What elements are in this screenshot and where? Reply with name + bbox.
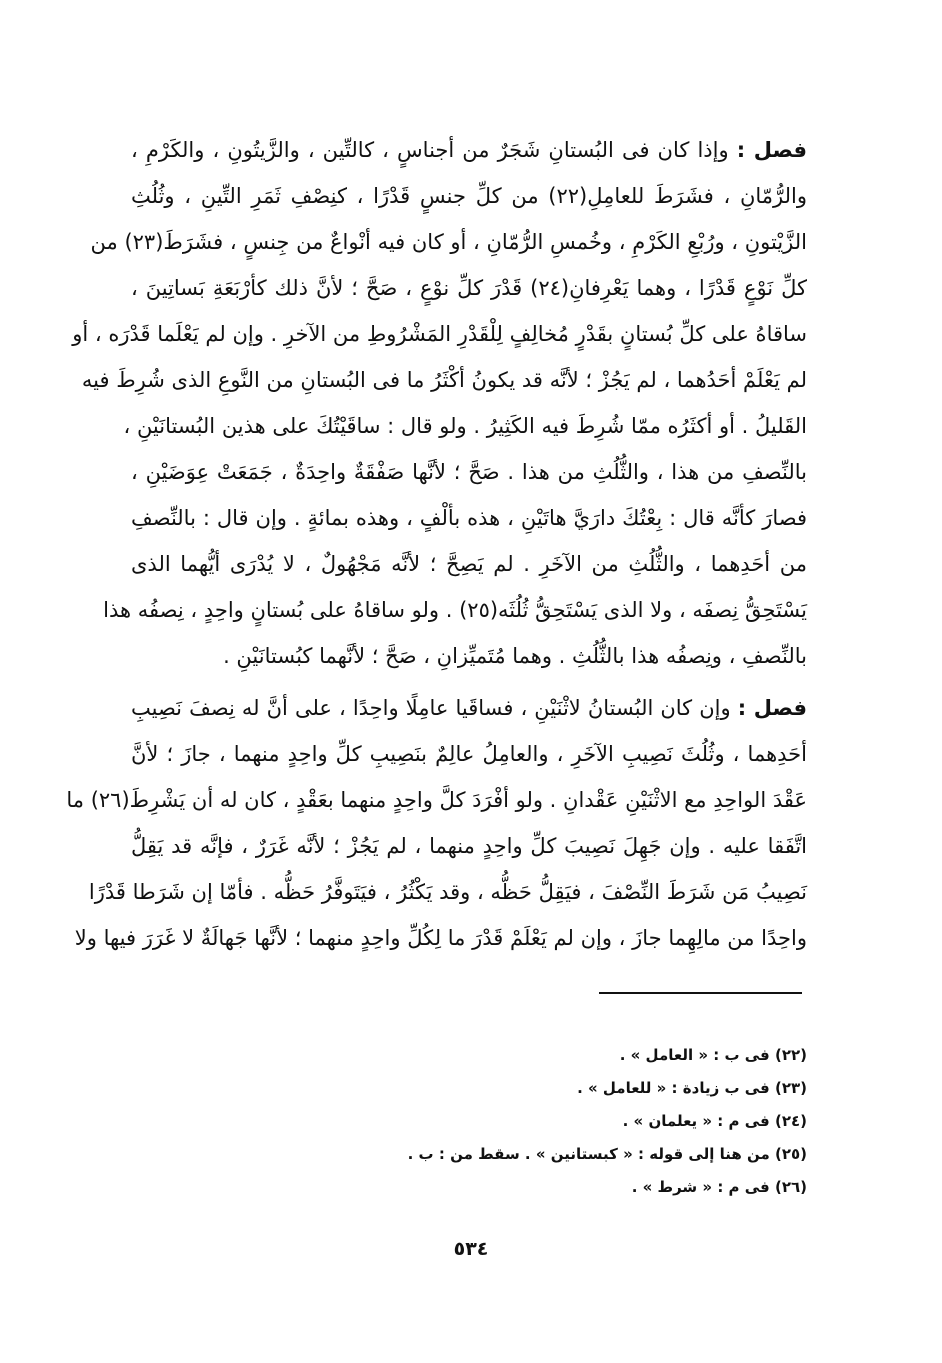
footnote-26: (٢٦) فى م : « شرط » . (631, 1178, 807, 1196)
footnote-25: (٢٥) من هنا إلى قوله : « كبستانين » . سقط من : ب . (407, 1145, 807, 1163)
paragraph-2-line-4: اتَّفَقا عليه . وإن جَهِلَ نَصِيبَ كلِّ واحِدٍ منهما ، لم يَجُزْ ؛ لأنَّه غَرَرٌ ، فإنَّه قد يَقِلُّ (131, 834, 807, 858)
paragraph-1-line-9: فصارَ كأنَّه قال : بِعْتُكَ دارَيَّ هاتَيْنِ ، هذه بألْفٍ ، وهذه بمائةٍ . وإن قال : بالنِّصفِ (131, 506, 807, 530)
paragraph-2-line-2: أحَدِهما ، وثُلُثَ نَصِيبِ الآخَرِ ، والعامِلُ عالِمٌ بنَصِيبِ كلِّ واحِدٍ منهما ، جازَ ؛ لأنَّ (131, 742, 807, 766)
footnote-22: (٢٢) فى ب : « العامل » . (619, 1046, 807, 1064)
paragraph-1-line-3: الزَّيْتونِ ، ورُبْعِ الكَرْمِ ، وخُمسِ الرُّمّانِ ، أو كان فيه أنْواعٌ من جِنسٍ ، فشَرَطَ(٢٣) من (90, 230, 807, 254)
paragraph-1-line-12: بالنِّصفِ ، ونِصفُه هذا بالثُّلُثِ . وهما مُتَميِّزانِ ، صَحَّ ؛ لأنَّهما كبُستانَيْنِ . (223, 644, 807, 668)
section-heading: فصل : (737, 696, 807, 720)
paragraph-1-line-7: القَليلُ . أو أكثَرُه ممّا شُرِطَ فيه الكَثِيرُ . ولو قال : ساقَيْتُكَ على هذين البُستانَيْنِ ، (123, 414, 807, 438)
paragraph-1-line-4: كلِّ نَوْعٍ قَدْرًا ، وهما يَعْرِفانِ(٢٤) قَدْرَ كلِّ نوْعٍ ، صَحَّ ؛ لأنَّ ذلك كأرْبَعَةِ بَساتِينَ ، (131, 276, 807, 300)
paragraph-1-line-11: يَسْتَحِقُّ نِصفَه ، ولا الذى يَسْتَحِقُّ ثُلُثَه(٢٥) . ولو ساقاهُ على بُستانٍ واحِدٍ ، نِصفُه هذا (103, 598, 807, 622)
body-text: وإذا كان فى البُستانِ شَجَرٌ من أجناسٍ ، كالتِّين ، والزَّيتُونِ ، والكَرْمِ ، (131, 138, 729, 162)
paragraph-1-line-6: لم يَعْلَمْ أحَدُهما ، لم يَجُزْ ؛ لأنَّه قد يكونُ أكْثَرُ ما فى البُستانِ من النَّوعِ الذى شُرِطَ فيه (81, 368, 807, 392)
paragraph-1-line-8: بالنِّصفِ من هذا ، والثُّلُثِ من هذا . صَحَّ ؛ لأنَّها صَفْقَةٌ واحِدَةٌ ، جَمَعَتْ عِوَضَيْنِ ، (131, 460, 807, 484)
paragraph-2-line-3: عَقْدَ الواحِدِ مع الاثْنَيْنِ عَقْدانِ . ولو أفْرَدَ كلَّ واحِدٍ منهما بعَقْدٍ ، كان له أن يَشْرِطَ(٢٦) ما (66, 788, 807, 812)
section-heading: فصل : (736, 138, 807, 162)
body-text: وإن كان البُستانُ لاثْنَيْنِ ، فساقَيا عامِلًا واحِدًا ، على أنَّ له نِصفَ نَصِيبِ (131, 696, 731, 720)
paragraph-2-line-6: واحِدًا من مالِهِما جازَ ، وإن لم يَعْلَمْ قَدْرَ ما لِكُلِّ واحِدٍ منهما ؛ لأنَّها جَهالَةٌ لا غَرَرَ فيها ولا (74, 926, 807, 950)
footnote-24: (٢٤) فى م : « يعلمان » . (622, 1112, 807, 1130)
paragraph-2-line-1 (131, 690, 807, 726)
paragraph-1-line-5: ساقاهُ على كلِّ بُستانٍ بقَدْرٍ مُخالِفٍ لِلْقَدْرِ المَشْرُوطِ من الآخرِ . وإن لم يَعْلَما قَدْرَه ، أو (72, 322, 807, 346)
footnote-divider (599, 992, 802, 994)
paragraph-1-line-2: والرُّمّانِ ، فشَرَطَ للعامِلِ(٢٢) من كلِّ جنسٍ قَدْرًا ، كنِصْفِ ثَمَرِ التِّينِ ، وثُلُثِ (131, 184, 808, 208)
footnote-23: (٢٣) فى ب زيادة : « للعامل » . (577, 1079, 807, 1097)
paragraph-1-line-1 (131, 132, 807, 168)
page-number: ٥٣٤ (453, 1238, 489, 1260)
paragraph-1-line-10: من أحَدِهما ، والثُّلُثِ من الآخَرِ . لم يَصِحَّ ؛ لأنَّه مَجْهُولٌ ، لا يُدْرَى أيُّهما الذى (131, 552, 807, 576)
paragraph-2-line-5: نَصِيبُ مَن شَرَطَ النِّصْفَ ، فيَقِلُّ حَظُّه ، وقد يَكْثُرُ ، فيَتَوفَّرُ حَظُّه . فأمّا إن شَرَطا قَدْرًا (88, 880, 807, 904)
